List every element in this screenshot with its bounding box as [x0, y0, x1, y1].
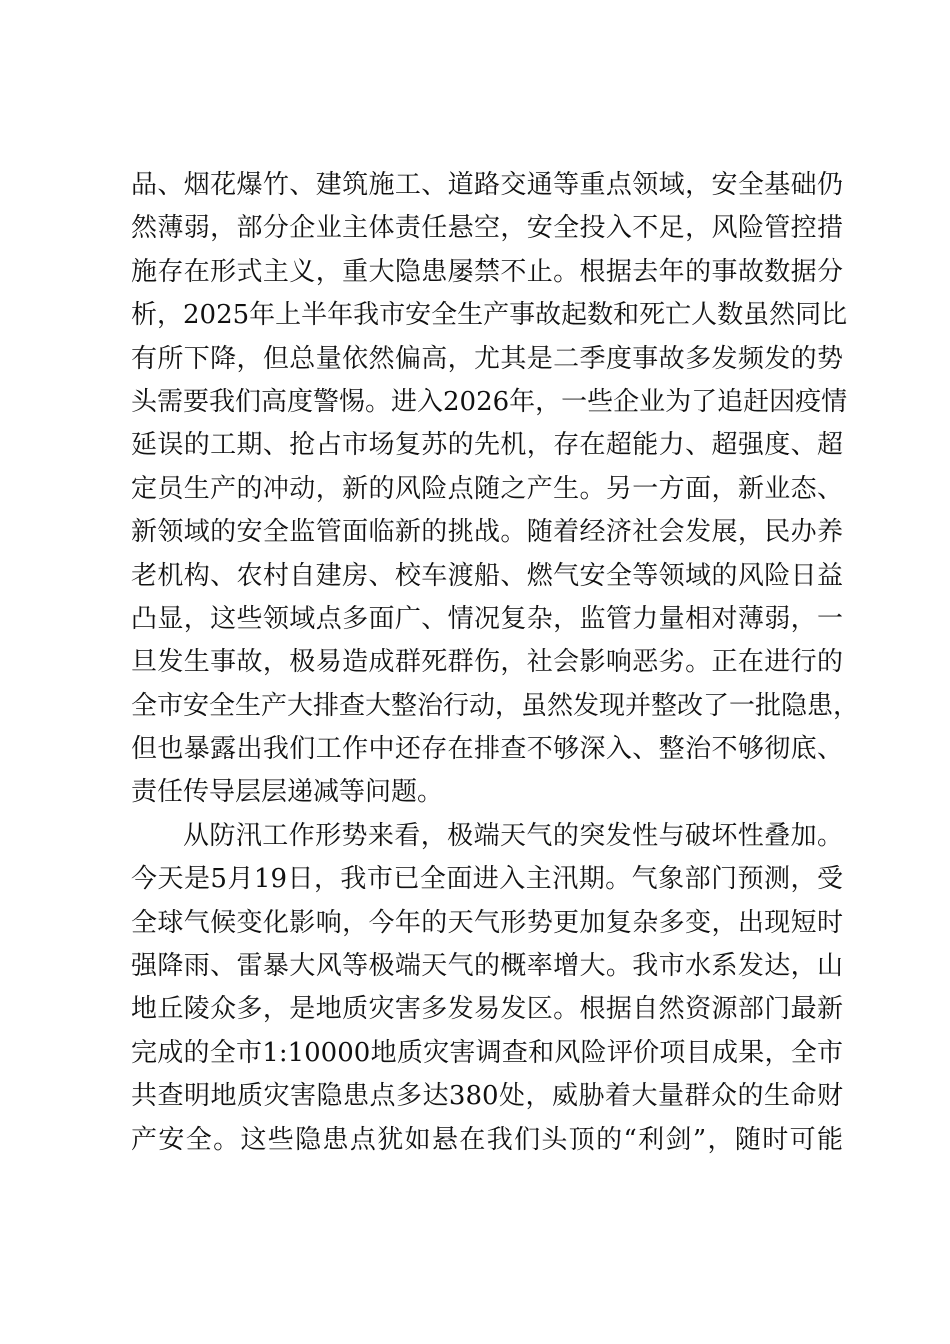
paragraph-2	[131, 815, 843, 1162]
paragraph-line: 有所下降，但总量依然偏高，尤其是二季度事故多发频发的势	[131, 343, 843, 374]
paragraph-line: 强降雨、雷暴大风等极端天气的概率增大。我市水系发达，山	[131, 951, 843, 982]
paragraph-line: 产安全。这些隐患点犹如悬在我们头顶的“利剑”，随时可能	[131, 1124, 843, 1155]
paragraph-1	[131, 164, 860, 815]
body-text	[131, 164, 860, 1162]
paragraph-line: 但也暴露出我们工作中还存在排查不够深入、整治不够彻底、	[131, 734, 843, 765]
paragraph-line: 新领域的安全监管面临新的挑战。随着经济社会发展，民办养	[131, 517, 843, 548]
paragraph-line: 全球气候变化影响，今年的天气形势更加复杂多变，出现短时	[131, 907, 843, 938]
paragraph-line: 头需要我们高度警惕。进入2026年，一些企业为了追赶因疫情	[131, 386, 848, 417]
paragraph-line: 从防汛工作形势来看，极端天气的突发性与破坏性叠加。	[183, 820, 843, 851]
paragraph-line: 然薄弱，部分企业主体责任悬空，安全投入不足，风险管控措	[131, 213, 843, 244]
paragraph-line: 共查明地质灾害隐患点多达380处，威胁着大量群众的生命财	[131, 1081, 843, 1112]
paragraph-line: 老机构、农村自建房、校车渡船、燃气安全等领域的风险日益	[131, 560, 843, 591]
paragraph-line: 全市安全生产大排查大整治行动，虽然发现并整改了一批隐患，	[131, 690, 860, 721]
paragraph-line: 延误的工期、抢占市场复苏的先机，存在超能力、超强度、超	[131, 430, 843, 461]
paragraph-line: 旦发生事故，极易造成群死群伤，社会影响恶劣。正在进行的	[131, 647, 843, 678]
paragraph-line: 凸显，这些领域点多面广、情况复杂，监管力量相对薄弱，一	[131, 603, 843, 634]
paragraph-line: 品、烟花爆竹、建筑施工、道路交通等重点领域，安全基础仍	[131, 170, 843, 200]
paragraph-line: 定员生产的冲动，新的风险点随之产生。另一方面，新业态、	[131, 473, 843, 504]
paragraph-line: 今天是5月19日，我市已全面进入主汛期。气象部门预测，受	[131, 864, 843, 895]
paragraph-line: 责任传导层层递减等问题。	[131, 777, 444, 808]
paragraph-line: 完成的全市1:10000地质灾害调查和风险评价项目成果，全市	[131, 1037, 843, 1068]
paragraph-line: 析，2025年上半年我市安全生产事故起数和死亡人数虽然同比	[131, 300, 848, 331]
paragraph-line: 施存在形式主义，重大隐患屡禁不止。根据去年的事故数据分	[131, 256, 843, 287]
paragraph-line: 地丘陵众多，是地质灾害多发易发区。根据自然资源部门最新	[131, 994, 843, 1025]
